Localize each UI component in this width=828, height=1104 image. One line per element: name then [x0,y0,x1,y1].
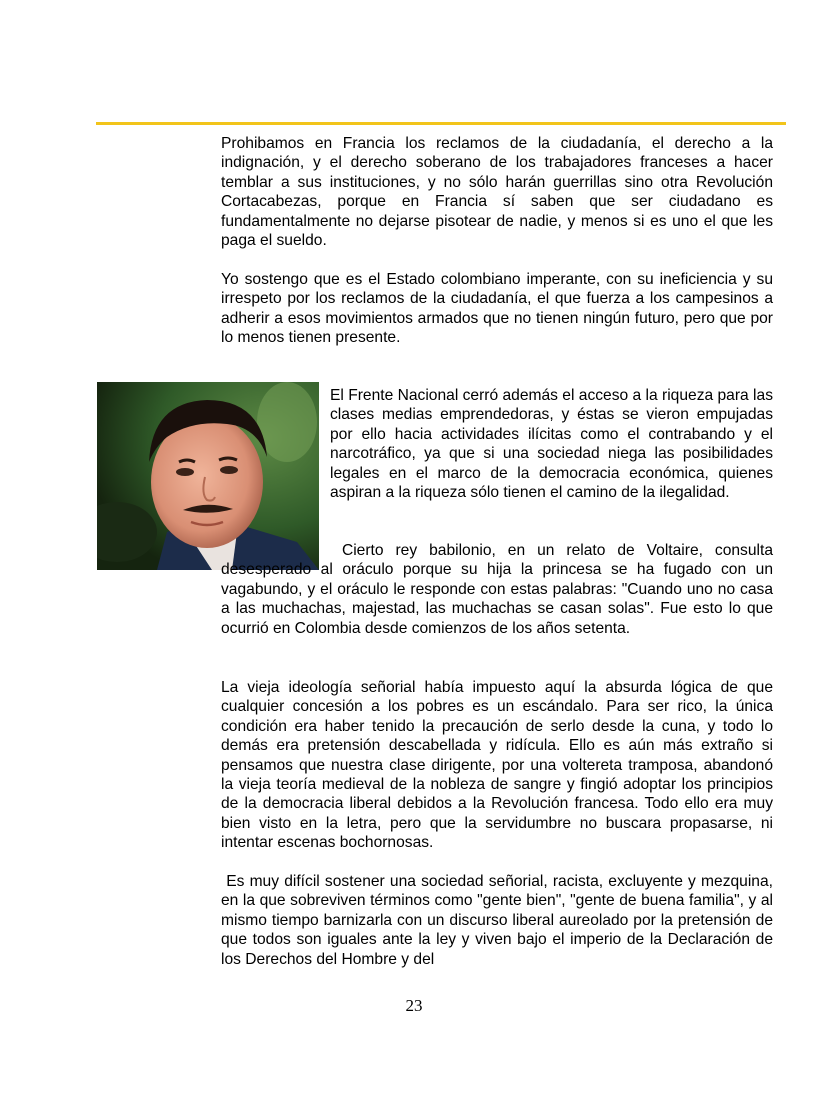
paragraph-3: El Frente Nacional cerró además el acceso a la riqueza para las clases medias emprendedoras, y éstas se vieron empujadas por ello hacia actividades ilícitas como el contrabando y el narcotráfico, ya que si una sociedad niega las posibilidades legales en el marco de la democracia económica, quienes aspiran a la riqueza sólo tienen el camino de la ilegalidad. [330,387,773,502]
header-rule [96,122,786,125]
paragraph-6: Es muy difícil sostener una sociedad señorial, racista, excluyente y mezquina, en la que sobreviven términos como "gente bien", "gente de buena familia", y al mismo tiempo barnizarla con un discurso liberal aureolado por la pretensión de que todos son iguales ante la ley y viven bajo el imperio de la Declaración de los Derechos del Hombre y del [221,873,778,968]
paragraph-4: Cierto rey babilonio, en un relato de Voltaire, consulta desesperado al oráculo porque su hija la princesa se ha fugado con un vagabundo, y el oráculo le responde con estas palabras: "Cuando uno no casa a las muchachas, majestad, las muchachas se casan solas". Fue esto lo que ocurrió en Colombia desde comienzos de los años setenta. [221,542,778,637]
paragraph-1: Prohibamos en Francia los reclamos de la ciudadanía, el derecho a la indignación, y el derecho soberano de los trabajadores franceses a hacer temblar a sus instituciones, y no sólo harán guerrillas sino otra Revolución Cortacabezas, porque en Francia sí saben que ser ciudadano es fundamentalmente no dejarse pisotear de nadie, y menos si es uno el que les paga el sueldo. [221,135,773,250]
paragraph-5: La vieja ideología señorial había impuesto aquí la absurda lógica de que cualquier concesión a los pobres es un escándalo. Para ser rico, la única condición era haber tenido la precaución de serlo desde la cuna, y todo lo demás era pretensión descabellada y ridícula. Ello es aún más extraño si pensamos que nuestra clase dirigente, por una voltereta tramposa, abandonó la vieja teoría medieval de la nobleza de sangre y fingió adoptar los principios de la democracia liberal debidos a la Revolución francesa. Todo ello era muy bien visto en la letra, pero que la servidumbre no buscara propasarse, ni intentar escenas bochornosas. [221,679,773,852]
paragraph-2: Yo sostengo que es el Estado colombiano imperante, con su ineficiencia y su irrespeto por los reclamos de la ciudadanía, el que fuerza a los campesinos a adherir a esos movimientos armados que no tienen ningún futuro, pero que por lo menos tienen presente. [221,271,773,347]
page-number: 23 [405,996,423,1015]
